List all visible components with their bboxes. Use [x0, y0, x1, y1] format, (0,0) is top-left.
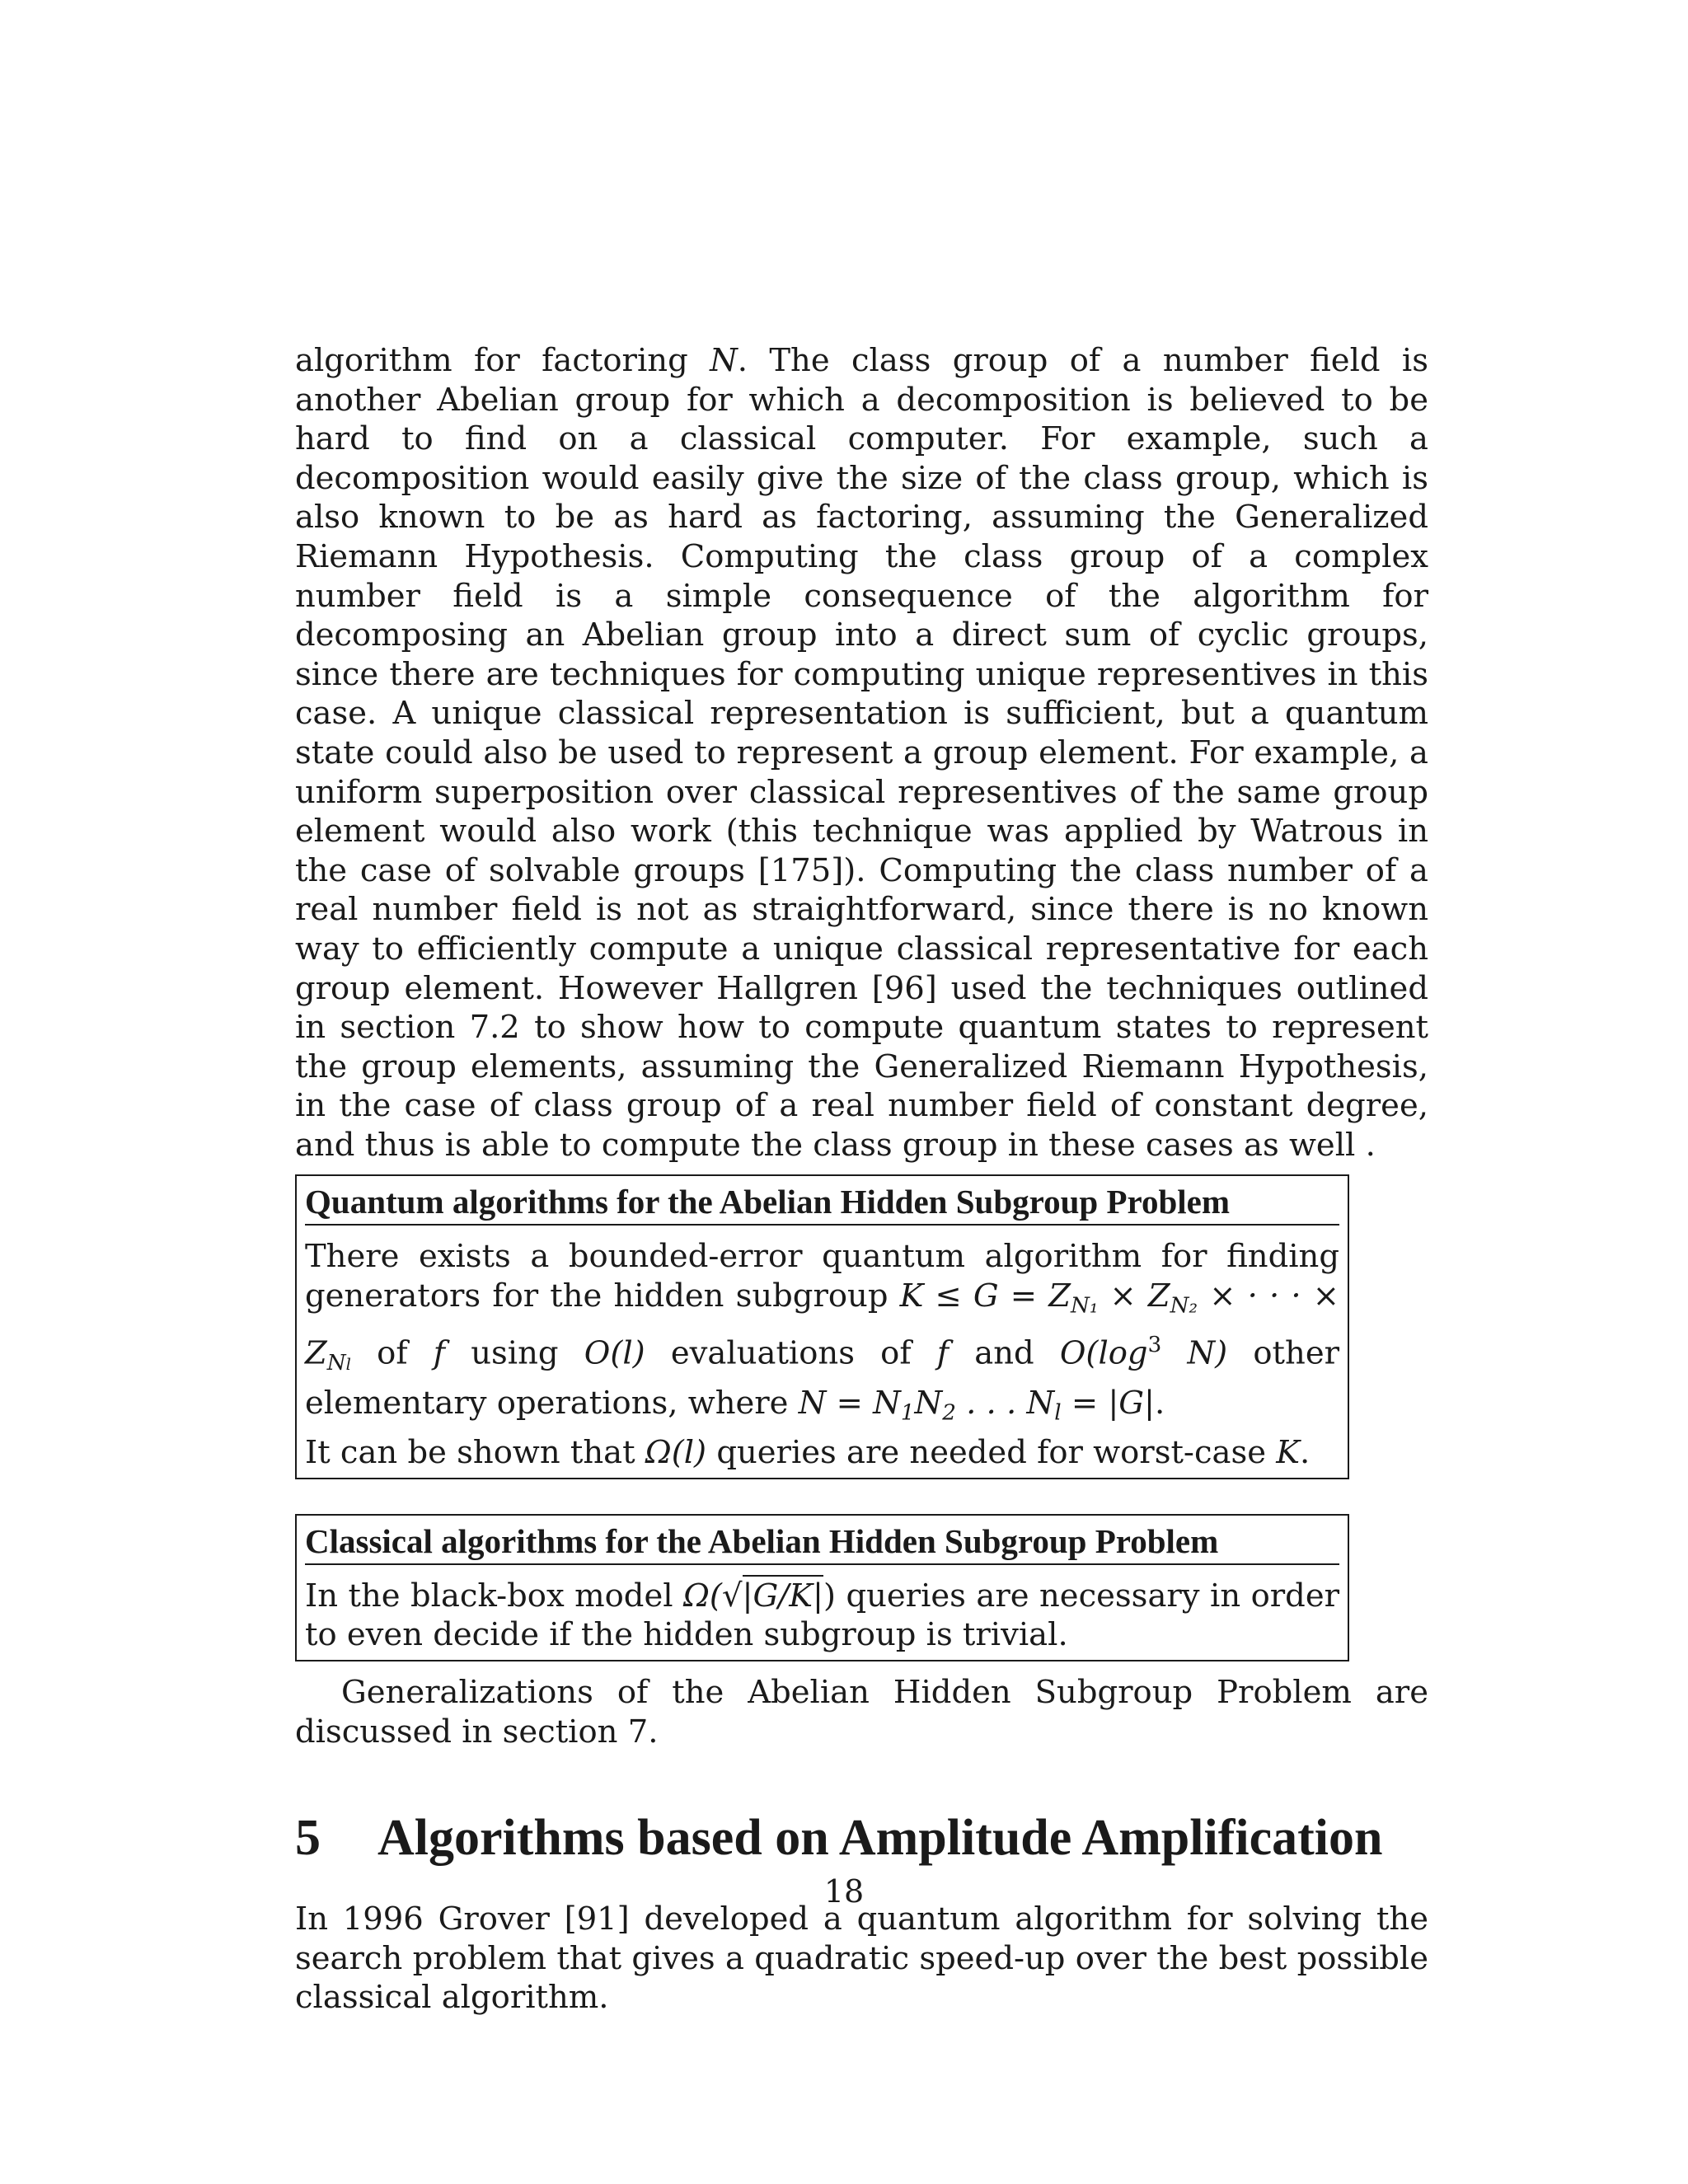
- quantum-algorithms-box: [295, 1174, 1349, 1479]
- math-expr: N): [1161, 1334, 1228, 1372]
- math-expr: Ω(l): [645, 1434, 707, 1472]
- math-expr: O(log: [1059, 1334, 1148, 1372]
- math-expr: × · · · × Z: [305, 1277, 1339, 1372]
- box-body: [305, 1577, 1339, 1655]
- box-text: of: [350, 1334, 434, 1372]
- math-subscript: 2: [942, 1400, 956, 1426]
- box-text: queries are necessary in order to even decide if the hidden subgroup is trivial.: [305, 1577, 1340, 1654]
- math-subscript-index: l: [345, 1354, 351, 1374]
- page-number: 18: [823, 1873, 865, 1910]
- box-text: and: [949, 1334, 1060, 1372]
- section-title: Algorithms based on Amplitude Amplification: [377, 1810, 1383, 1867]
- box-title: Quantum algorithms for the Abelian Hidden Subgroup Problem: [305, 1181, 1339, 1226]
- box-text: queries are needed for worst-case: [706, 1434, 1277, 1472]
- classical-algorithms-box: [295, 1514, 1349, 1661]
- math-subscript: l: [1054, 1400, 1062, 1426]
- box-text: It can be shown that: [305, 1434, 645, 1472]
- box-text: evaluations of: [645, 1334, 937, 1372]
- math-expr: Ω(: [683, 1577, 722, 1615]
- math-expr: . . . N: [955, 1385, 1055, 1422]
- box-title: Classical algorithms for the Abelian Hidden Subgroup Problem: [305, 1521, 1339, 1565]
- box-text: .: [1155, 1385, 1165, 1422]
- math-expr: × Z: [1098, 1277, 1170, 1315]
- paragraph-text: algorithm for factoring: [295, 342, 710, 379]
- paragraph-generalizations: Generalizations of the Abelian Hidden Subgroup Problem are discussed in section 7.: [295, 1674, 1428, 1750]
- math-expr: K ≤ G = Z: [899, 1277, 1071, 1315]
- section-heading: [295, 1809, 1428, 1867]
- paragraph-class-group: [295, 341, 1428, 1165]
- math-expr: N: [914, 1385, 943, 1422]
- box-text: There exists a bounded-error quantum algorithm for finding generators for the hidden subgroup: [305, 1238, 1339, 1315]
- sqrt-symbol: √: [721, 1577, 743, 1615]
- page-content: [295, 341, 1428, 2018]
- box-text: .: [1300, 1434, 1311, 1472]
- math-N: N: [710, 342, 738, 379]
- math-f: f: [936, 1334, 950, 1372]
- math-expr: O(l): [584, 1334, 645, 1372]
- math-subscript: [327, 1351, 351, 1376]
- box-text: other elementary operations, where: [305, 1334, 1340, 1422]
- paragraph-grover: In 1996 Grover [91] developed a quantum algorithm for solving the search problem that gives a quadratic speed-up over the best possible classical algorithm.: [295, 1900, 1428, 2017]
- box-body: [305, 1237, 1339, 1472]
- math-expr: |G/K|: [743, 1575, 823, 1615]
- math-subscript: 1: [900, 1400, 915, 1426]
- section-number: 5: [295, 1810, 321, 1867]
- paragraph-text: . The class group of a number field is another Abelian group for which a decomposition is believed to be hard to find on a classical computer. For example, such a decomposition would easily give the size of the class group, which is also known to be as hard as factoring, assuming the Generalized Riemann Hypothesis. Computing the class group of a complex number field is a simple consequence of the algorithm for decomposing an Abelian group into a direct sum of cyclic groups, since there are techniques for computing unique representives in this case. A unique classical representation is sufficient, but a quantum state could also be used to represent a group element. For example, a uniform superposition over classical representives of the same group element would also work (this technique was applied by Watrous in the case of solvable groups [175]). Computing the class number of a real number field is not as straightforward, since there is no known way to efficiently compute a unique classical representative for each group element. However Hallgren [96] used the techniques outlined in section 7.2 to show how to compute quantum states to represent the group elements, assuming the Generalized Riemann Hypothesis, in the case of class group of a real number field of constant degree, and thus is able to compute the class group in these cases as well .: [295, 342, 1428, 1164]
- math-K: K: [1276, 1434, 1301, 1472]
- box-text: In the black-box model: [305, 1577, 684, 1615]
- math-f: f: [433, 1334, 446, 1372]
- box-text: using: [445, 1334, 584, 1372]
- math-subscript: N₂: [1170, 1293, 1198, 1319]
- math-expr: N = N: [798, 1385, 901, 1422]
- math-subscript-base: N: [326, 1350, 346, 1376]
- math-subscript: N₁: [1070, 1293, 1099, 1319]
- math-expr: ): [823, 1577, 836, 1615]
- math-superscript: 3: [1147, 1332, 1162, 1357]
- math-expr: = |G|: [1061, 1385, 1156, 1422]
